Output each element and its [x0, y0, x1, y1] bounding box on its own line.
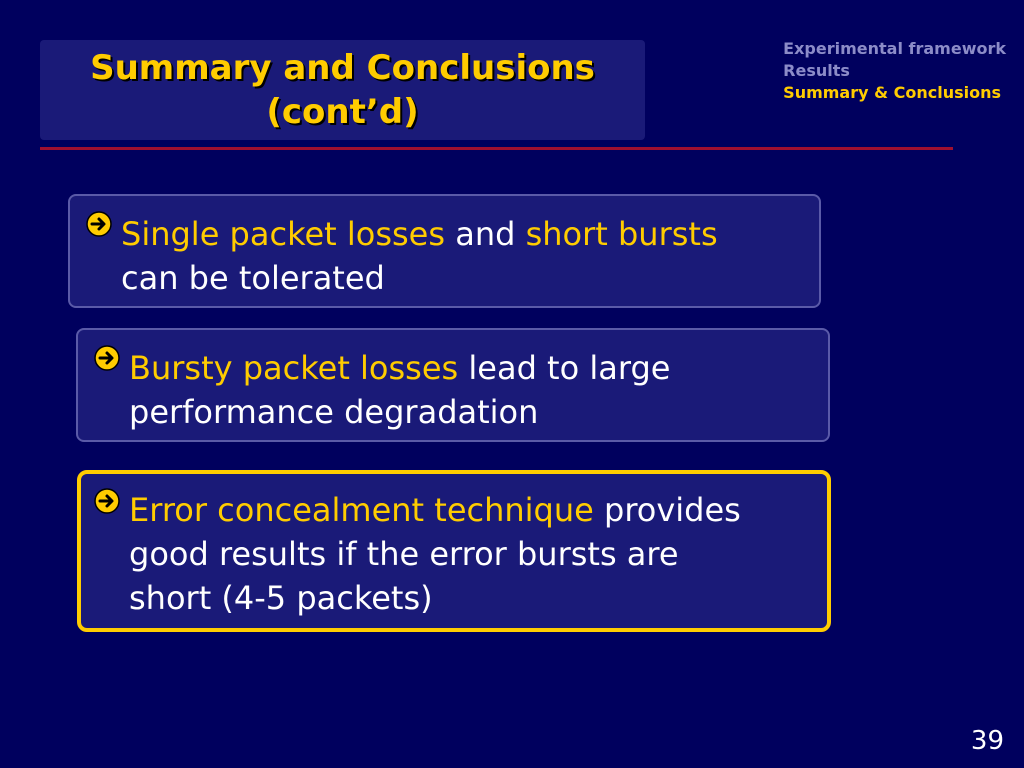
- bullet-1-part-4: can be tolerated: [121, 259, 385, 297]
- page-title-line2: (cont’d): [266, 92, 419, 132]
- bullet-1-part-2: and: [445, 215, 526, 253]
- nav-item-summary-conclusions[interactable]: Summary & Conclusions: [783, 83, 1002, 102]
- bullet-text-2: [129, 346, 799, 434]
- nav-item-results[interactable]: Results: [783, 61, 850, 80]
- bullet-3-part-1: Error concealment technique: [129, 491, 594, 529]
- bullet-text-3: [129, 488, 769, 620]
- page-number: 39: [970, 726, 1004, 756]
- bullet-3-part-2: provides good results if the error bursts are short (4-5 packets): [129, 491, 741, 617]
- bullet-1-part-3: short bursts: [525, 215, 718, 253]
- title-divider: [40, 147, 953, 150]
- bullet-text-1: [121, 212, 721, 300]
- page-title: [40, 46, 645, 134]
- bullet-2-part-1: Bursty packet losses: [129, 349, 459, 387]
- nav-item-experimental-framework[interactable]: Experimental framework: [783, 39, 1006, 58]
- bullet-2-part-2: lead to large performance degradation: [129, 349, 671, 431]
- page-title-line1: Summary and Conclusions: [90, 48, 595, 88]
- arrow-right-circle-icon: [93, 344, 121, 372]
- bullet-1-part-1: Single packet losses: [121, 215, 446, 253]
- section-nav: [783, 38, 1006, 104]
- arrow-right-circle-icon: [85, 210, 113, 238]
- arrow-right-circle-icon: [93, 487, 121, 515]
